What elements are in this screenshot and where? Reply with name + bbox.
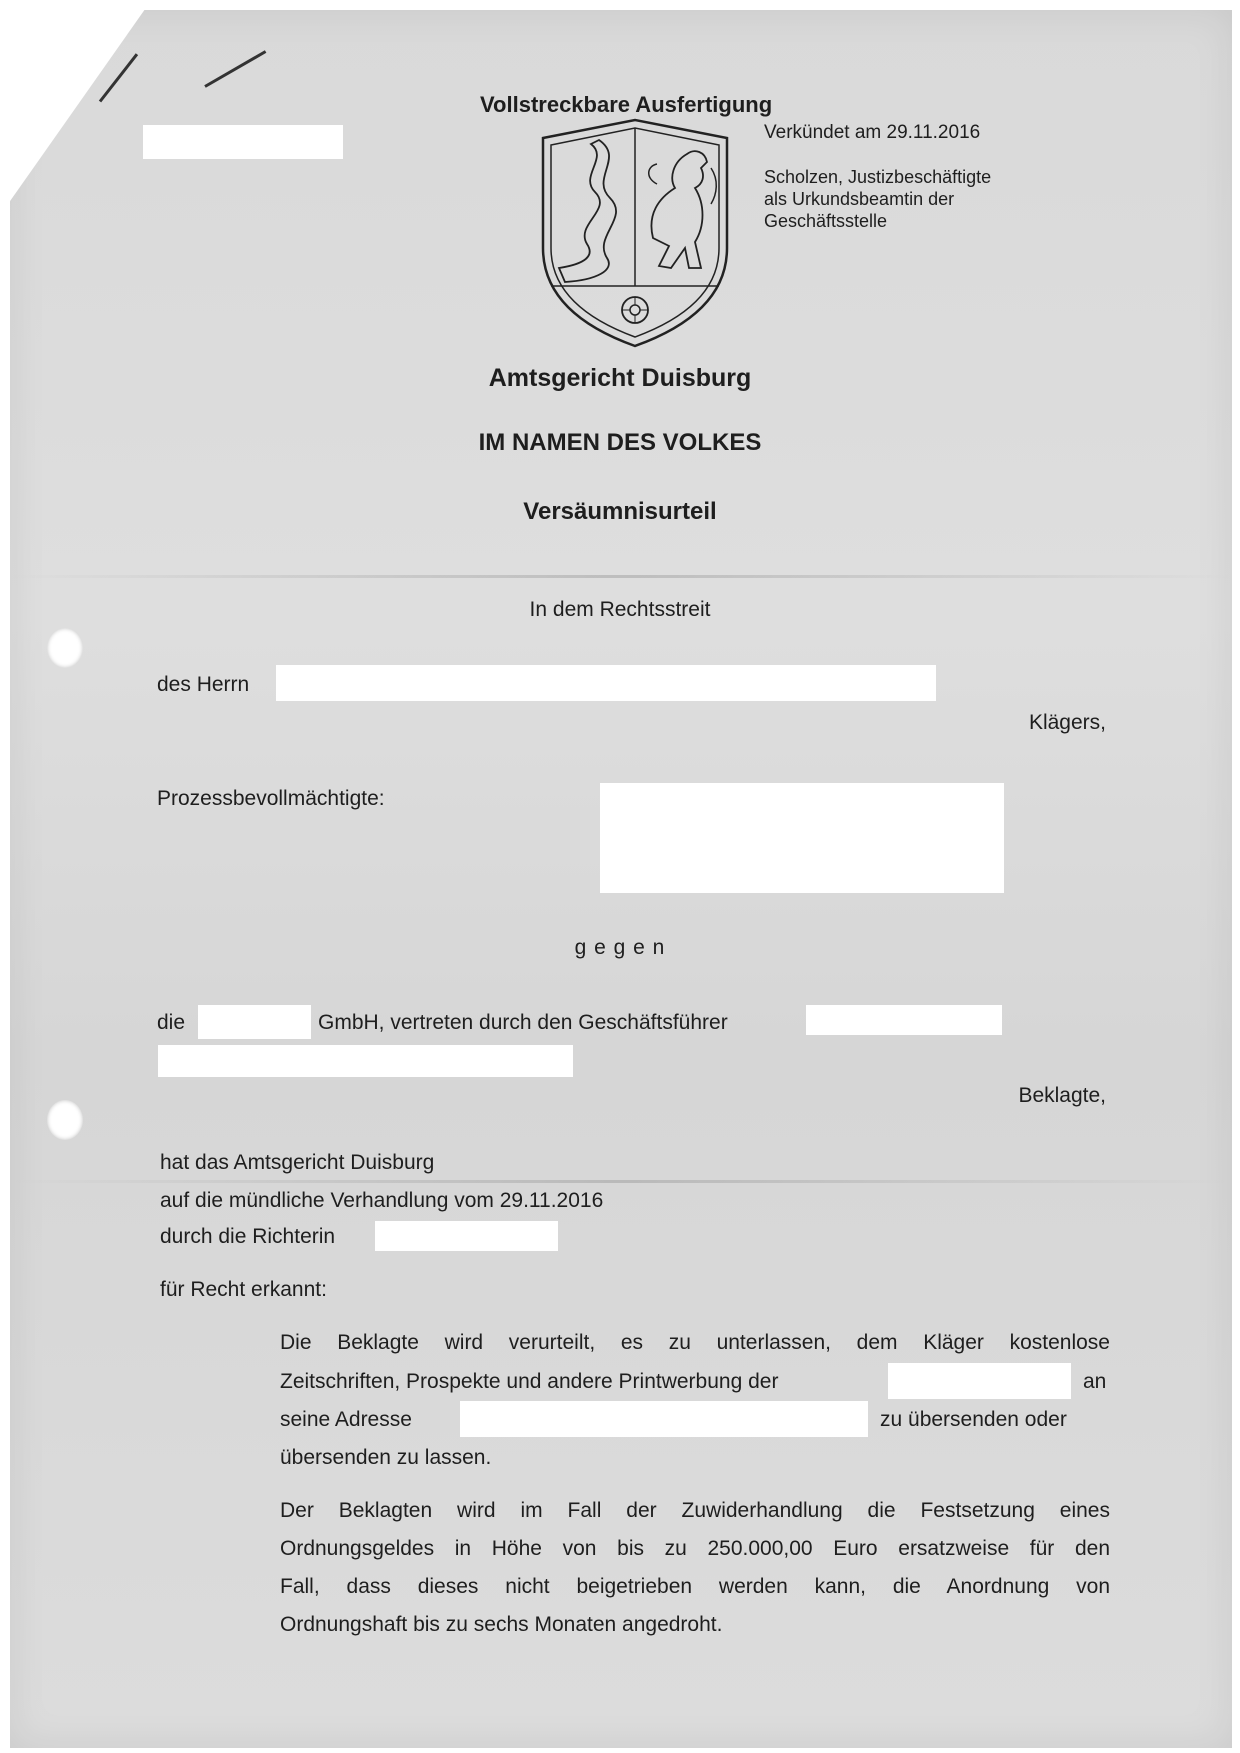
fold-line: [10, 575, 1232, 578]
ruling-p2-line4: Ordnungshaft bis zu sechs Monaten angedroht.: [280, 1613, 723, 1636]
plaintiff-prefix: des Herrn: [157, 673, 250, 696]
plaintiff-role: Klägers,: [1028, 711, 1106, 734]
fold-line: [10, 1180, 1232, 1183]
ruling-p2-line1: Der Beklagten wird im Fall der Zuwiderhandlung die Festsetzung eines: [280, 1499, 1110, 1522]
redaction-box: [276, 665, 936, 701]
redaction-box: [806, 1005, 1002, 1035]
clerk-office: Geschäftsstelle: [764, 211, 888, 231]
pronounced-date: Verkündet am 29.11.2016: [764, 122, 981, 143]
redaction-box: [158, 1045, 573, 1077]
versus-label: g e g e n: [574, 936, 666, 959]
defendant-company: GmbH, vertreten durch den Geschäftsführer: [318, 1011, 728, 1034]
copy-type-heading: Vollstreckbare Ausfertigung: [480, 92, 773, 117]
defendant-prefix: die: [157, 1011, 186, 1034]
redaction-box: [888, 1363, 1071, 1399]
defendant-role: Beklagte,: [1018, 1084, 1106, 1107]
judgment-type: Versäumnisurteil: [523, 498, 717, 525]
ruling-p1-line3-end: zu übersenden oder: [880, 1408, 1067, 1431]
ruling-p1-line4: übersenden zu lassen.: [280, 1446, 492, 1469]
court-line-2: auf die mündliche Verhandlung vom 29.11.2016: [160, 1189, 604, 1212]
court-name: Amtsgericht Duisburg: [488, 364, 752, 392]
ruling-p2-line2: Ordnungsgeldes in Höhe von bis zu 250.000,00 Euro ersatzweise für den: [280, 1537, 1110, 1560]
ruling-p2-line3: Fall, dass dieses nicht beigetrieben werden kann, die Anordnung von: [280, 1575, 1110, 1598]
redaction-box: [375, 1221, 558, 1251]
ruling-p1-line1: Die Beklagte wird verurteilt, es zu unterlassen, dem Kläger kostenlose: [280, 1331, 1110, 1354]
case-intro: In dem Rechtsstreit: [529, 598, 711, 621]
ruling-p1-line3-start: seine Adresse: [280, 1408, 412, 1431]
redaction-box: [600, 783, 1004, 893]
court-line-3: durch die Richterin: [160, 1225, 336, 1248]
clerk-role: als Urkundsbeamtin der: [764, 189, 955, 209]
clerk-name: Scholzen, Justizbeschäftigte: [764, 167, 992, 187]
counsel-label: Prozessbevollmächtigte:: [157, 787, 385, 810]
ruling-p1-line2-end: an: [1083, 1370, 1107, 1393]
redaction-box: [460, 1401, 868, 1437]
ruling-p1-line2-start: Zeitschriften, Prospekte und andere Printwerbung der: [280, 1370, 779, 1393]
court-line-4: für Recht erkannt:: [160, 1278, 327, 1301]
punch-hole: [47, 1100, 83, 1140]
redaction-box: [198, 1005, 311, 1039]
nrw-coat-of-arms-icon: [535, 118, 735, 348]
court-line-1: hat das Amtsgericht Duisburg: [160, 1151, 435, 1174]
punch-hole: [47, 628, 83, 668]
judgment-formula: IM NAMEN DES VOLKES: [478, 429, 762, 456]
redaction-box: [143, 125, 343, 159]
